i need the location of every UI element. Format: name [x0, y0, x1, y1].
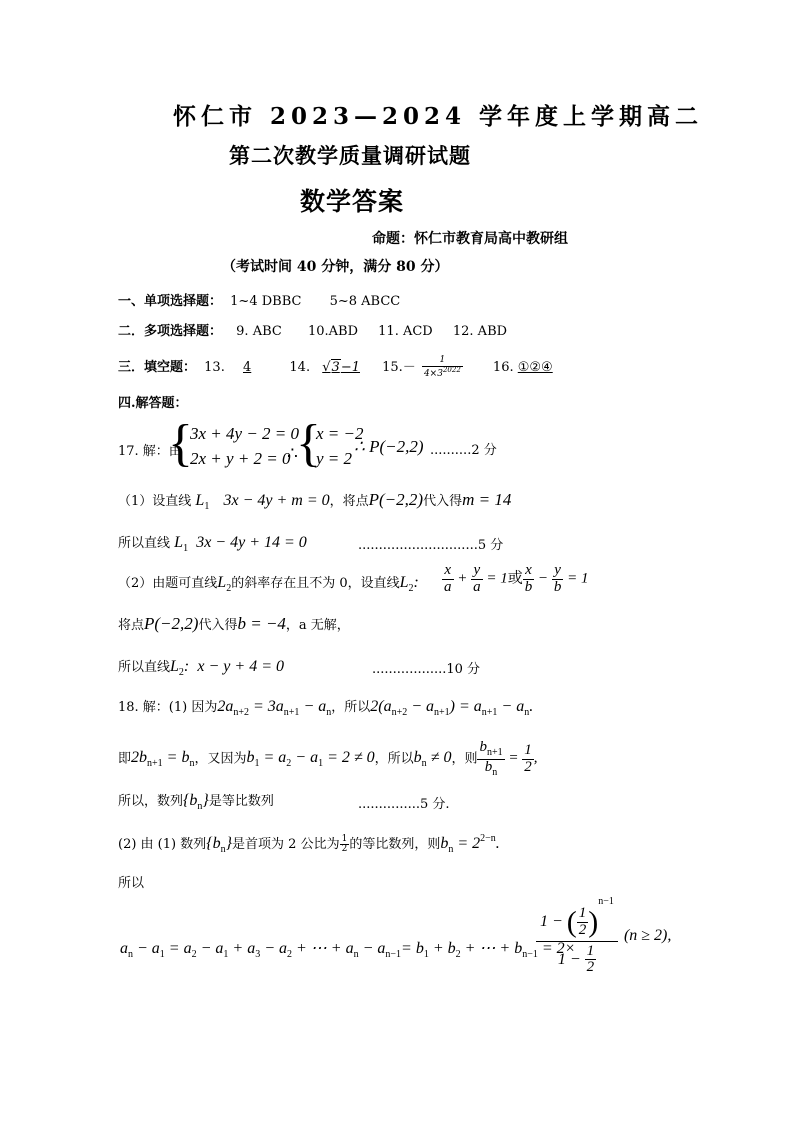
- q18-line1: 18. 解：(1) 因为$2a_{n+2} = 3a_{n+1} - a_n$，所以$2(a_{n+2} - a_{n+1}) = a_{n+1} - a_n$.: [118, 698, 534, 718]
- q17-p2-res-text: 所以直线: [118, 660, 171, 675]
- q17-p2-b: b = −4: [237, 614, 286, 633]
- q15-answer: [422, 356, 463, 379]
- q15-exp: 2022: [442, 365, 461, 374]
- q18-line2-b: ，又因为: [194, 751, 247, 767]
- q17-p1-mid: ，将点: [329, 494, 369, 509]
- q18-line5: 所以: [118, 876, 145, 891]
- q17-score-2: .............................5 分: [358, 538, 504, 553]
- q17-score-3: ..................10 分: [372, 662, 481, 677]
- author-line: 命题：怀仁市教育局高中教研组: [372, 231, 568, 247]
- q18-line4-c: 的等比数列，则: [349, 837, 441, 852]
- brace-icon: {: [296, 415, 321, 472]
- q17-p2-sub-text: 将点: [118, 618, 145, 633]
- section-2-label: 二．多项选择题：: [118, 324, 223, 339]
- section-2-item: 11. ACD: [378, 324, 433, 339]
- q17-sol2: y = 2: [316, 449, 353, 468]
- section-1-label: 一、单项选择题：: [118, 294, 223, 309]
- q17-point: ∴ P(−2,2): [354, 437, 424, 456]
- q17-p1-point: P(−2,2): [368, 490, 424, 509]
- q17-sol1: x = −2: [316, 424, 364, 443]
- q18-line2-c: ，所以: [374, 751, 414, 767]
- q17-p2-L: L: [217, 574, 227, 591]
- section-2-item: 10.ABD: [307, 324, 359, 339]
- q15-num: 1: [422, 356, 463, 366]
- q18-line3-a: 所以，数列: [118, 794, 184, 809]
- q17-eq2: 2x + y + 2 = 0: [190, 449, 291, 468]
- q17-part2-sub: [118, 614, 350, 634]
- q17-p1-Lsub: 1: [204, 501, 210, 512]
- section-3: 三．填空题： 13. 4 14. √3−1 15.－ $\frac{1}{4\times 3^{2022}}$ 16. ①②④: [118, 355, 553, 379]
- q17-p2-one: = 1: [567, 570, 589, 587]
- q17-p2-mid: 的斜率存在且不为 0，设直线: [231, 576, 400, 591]
- section-1-answer-b: 5~8 ABCC: [329, 294, 401, 309]
- q17-part1: [118, 490, 511, 512]
- q17-p1-eq: 3x − 4y + m = 0: [223, 492, 330, 509]
- q17-p1-res-eq: 3x − 4y + 14 = 0: [196, 534, 307, 551]
- q17-p2-or: 或: [507, 570, 523, 587]
- q17-p1-L: L: [195, 492, 205, 509]
- q18-line4-b: 是首项为 2 公比为: [232, 837, 340, 852]
- q17-eq1: 3x + 4y − 2 = 0: [190, 424, 300, 443]
- q17-therefore: ∴: [287, 444, 298, 463]
- exam-info: （考试时间 40 分钟，满分 80 分）: [222, 259, 449, 275]
- title-line-1: 怀仁市 2023—2024 学年度上学期高二: [173, 103, 704, 130]
- section-4-label: 四.解答题：: [118, 396, 188, 411]
- brace-icon: {: [168, 415, 193, 472]
- q17-p1-m: m = 14: [462, 490, 512, 509]
- q17-p2-res-eq: x − y + 4 = 0: [197, 658, 284, 675]
- q14-root: 3: [331, 360, 340, 375]
- q18-line1-a: 18. 解：(1) 因为: [118, 700, 218, 715]
- q17-intro: 17. 解：由: [118, 444, 182, 459]
- q18-line2-a: 即: [118, 751, 132, 767]
- section-2: [118, 320, 507, 339]
- q17-part2: （2）由题可直线$L_2$的斜率存在且不为 0，设直线$L_2$:: [118, 574, 419, 594]
- q18-line2-d: ，则: [451, 751, 478, 767]
- q17-p1-text: （1）设直线: [118, 494, 192, 509]
- section-2-item: 9. ABC: [236, 324, 282, 339]
- q17-p1-sub: 代入得: [423, 494, 463, 509]
- section-2-item: 12. ABD: [452, 324, 508, 339]
- q13-answer: 4: [242, 360, 252, 375]
- q17-part1-result: 所以直线 $L_1$ 3x − 4y + 14 = 0: [118, 534, 307, 554]
- q15-den: 4×3: [423, 368, 443, 379]
- q18-score-1: ...............5 分.: [358, 797, 450, 812]
- q15-label: 15.－: [382, 360, 416, 375]
- q17-p1-res-text: 所以直线: [118, 536, 171, 551]
- q18-formula: $a_n - a_1 = a_2 - a_1 + a_3 - a_2$ + ⋯ + $a_n - a_{n-1}= b_1 + b_2$ + ⋯ + $b_{n-1} = 2\times$: [120, 940, 576, 960]
- q14-label: 14.: [289, 360, 311, 375]
- q17-part2-result: 所以直线$L_2$: x − y + 4 = 0: [118, 658, 284, 678]
- q18-line2: 即$2b_{n+1} = b_n$，又因为$b_1 = a_2 - a_1 = 2 \ne 0$，所以$b_n \ne 0$，则 $\frac{b_{n+1}}{b_n}$ = $\frac{1}{2}$ ,: [118, 739, 538, 778]
- q18-line1-b: ，所以: [331, 700, 371, 715]
- q18-line4: (2) 由 (1) 数列$\{b_n\}$是首项为 2 公比为 $\frac{1}{2}$ 的等比数列，则$b_n = 2^{2-n}$.: [118, 833, 500, 855]
- q18-fraction: 1 − ( $\frac{1}{2}$ )$^{n-1}$ 1 − $\frac{1}{2}$ (n ≥ 2),: [536, 897, 671, 976]
- section-1-answer-a: 1~4 DBBC: [230, 294, 302, 309]
- q17-p2-equation: $\frac{x}{a}$ + $\frac{y}{a}$ = 1或 $\frac{x}{b}$ − $\frac{y}{b}$ = 1: [444, 562, 589, 595]
- title-line-3: 数学答案: [300, 187, 405, 216]
- q14-rest: −1: [340, 360, 360, 375]
- section-3-label: 三．填空题：: [118, 360, 197, 375]
- q16-answer: ①②④: [517, 360, 553, 375]
- title-line-2: 第二次教学质量调研试题: [229, 143, 471, 168]
- q17-p2-Lsub: 2: [226, 583, 232, 594]
- q17-p2-a: ，a 无解，: [285, 618, 350, 633]
- q17-p2-sub-point: P(−2,2): [144, 614, 199, 633]
- q18-line3-b: 是等比数列: [208, 794, 274, 809]
- q16-label: 16.: [492, 360, 514, 375]
- q17-score-1: ..........2 分: [430, 443, 497, 458]
- q18-line3: 所以，数列$\{b_n\}$是等比数列: [118, 792, 274, 812]
- section-1: [118, 290, 400, 309]
- q17-p2-text: （2）由题可直线: [118, 576, 218, 591]
- q17-p2-sub-mid: 代入得: [198, 618, 238, 633]
- q18-line4-a: (2) 由 (1) 数列: [118, 837, 207, 852]
- q13-label: 13.: [204, 360, 225, 375]
